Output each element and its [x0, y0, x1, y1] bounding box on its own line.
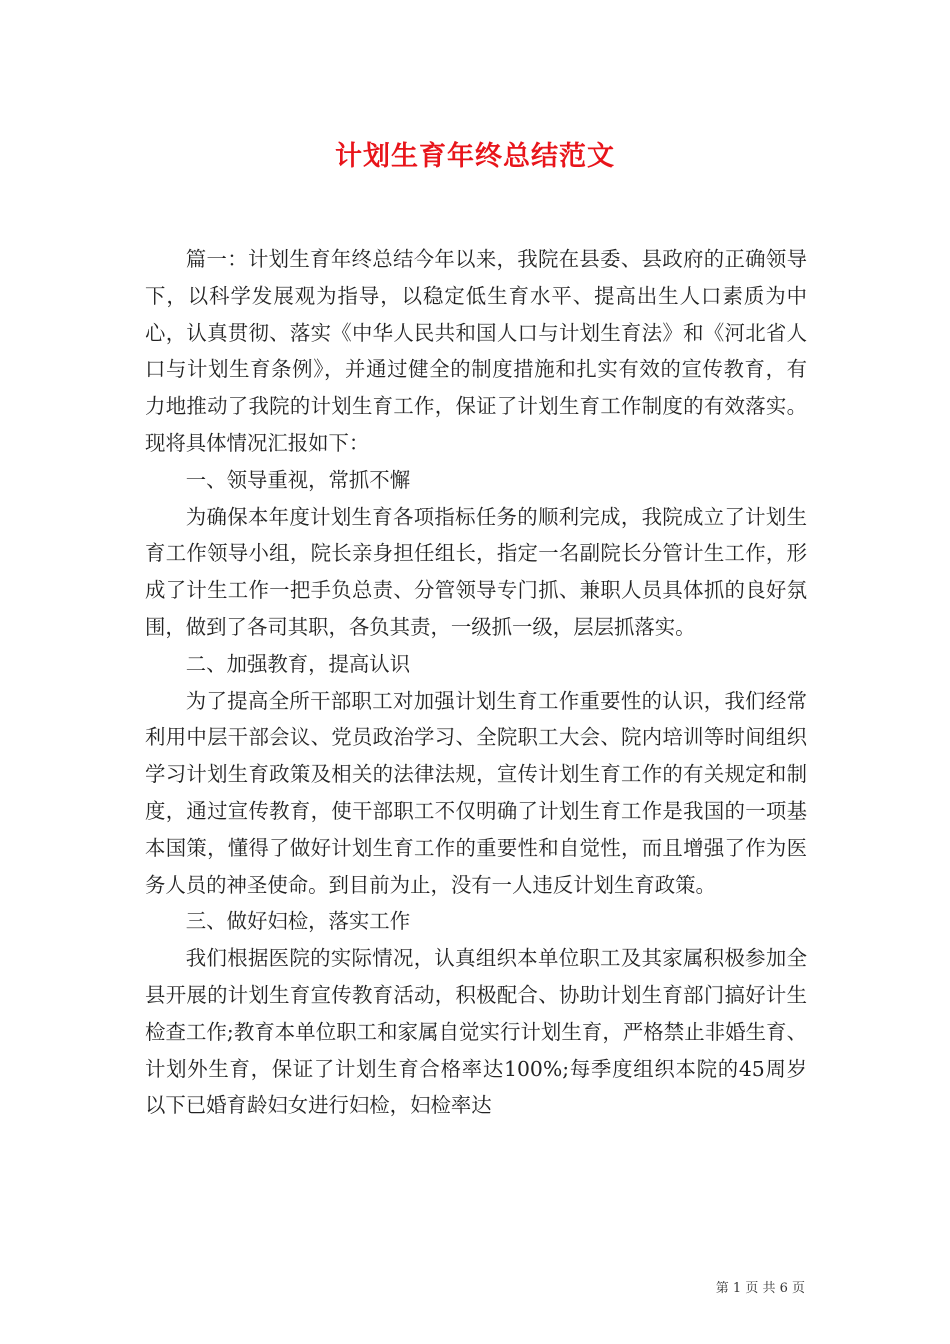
page-number: 第 1 页 共 6 页: [715, 1281, 805, 1296]
section-heading-2: 二、加强教育，提高认识: [185, 651, 411, 676]
document-body: [145, 241, 807, 1124]
paragraph-section-3: 我们根据医院的实际情况，认真组织本单位职工及其家属积极参加全县开展的计划生育宣传教育活动，积极配合、协助计划生育部门搞好计生检查工作;教育本单位职工和家属自觉实行计划生育，严格禁止非婚生育、计划外生育，保证了计划生育合格率达100%;每季度组织本院的45周岁以下已婚育龄妇女进行妇检，妇检率达: [145, 946, 807, 1118]
paragraph-intro: 篇一：计划生育年终总结今年以来，我院在县委、县政府的正确领导下，以科学发展观为指导，以稳定低生育水平、提高出生人口素质为中心，认真贯彻、落实《中华人民共和国人口与计划生育法》和《河北省人口与计划生育条例》，并通过健全的制度措施和扎实有效的宣传教育，有力地推动了我院的计划生育工作，保证了计划生育工作制度的有效落实。现将具体情况汇报如下：: [145, 247, 807, 455]
section-heading-1: 一、领导重视，常抓不懈: [185, 467, 411, 492]
page-title: 计划生育年终总结范文: [335, 141, 615, 172]
paragraph-section-1: 为确保本年度计划生育各项指标任务的顺利完成，我院成立了计划生育工作领导小组，院长亲身担任组长，指定一名副院长分管计生工作，形成了计生工作一把手负总责、分管领导专门抓、兼职人员具体抓的良好氛围，做到了各司其职，各负其责，一级抓一级，层层抓落实。: [145, 504, 807, 639]
section-heading-3: 三、做好妇检，落实工作: [185, 909, 411, 934]
paragraph-section-2: 为了提高全所干部职工对加强计划生育工作重要性的认识，我们经常利用中层干部会议、党员政治学习、全院职工大会、院内培训等时间组织学习计划生育政策及相关的法律法规，宣传计划生育工作的有关规定和制度，通过宣传教育，使干部职工不仅明确了计划生育工作是我国的一项基本国策，懂得了做好计划生育工作的重要性和自觉性，而且增强了作为医务人员的神圣使命。到目前为止，没有一人违反计划生育政策。: [145, 688, 807, 897]
